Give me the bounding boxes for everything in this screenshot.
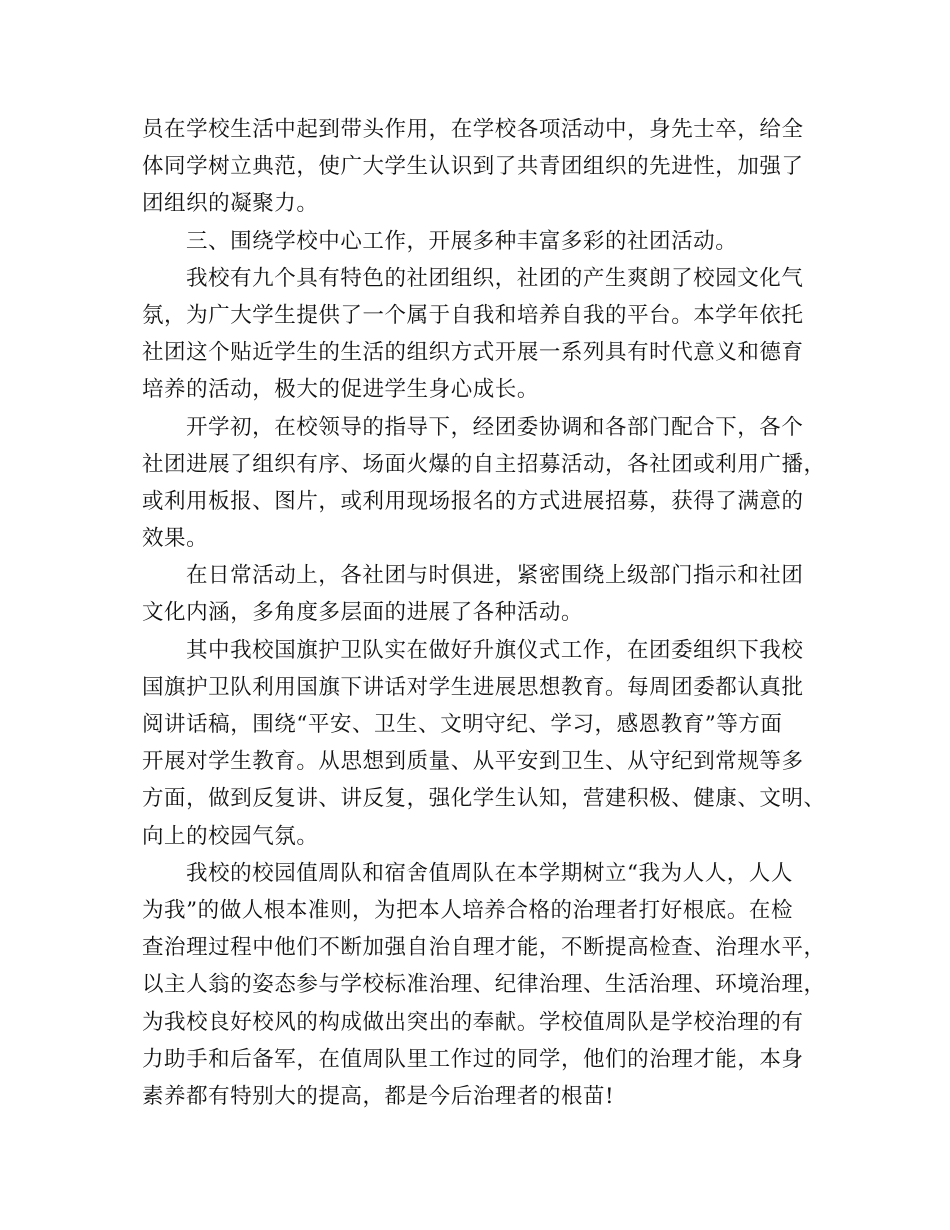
text-line: 为我校良好校风的构成做出突出的奉献。学校值周队是学校治理的有: [142, 1009, 804, 1035]
text-line: 在日常活动上，各社团与时俱进，紧密围绕上级部门指示和社团: [186, 563, 804, 589]
text-line: 氛，为广大学生提供了一个属于自我和培养自我的平台。本学年依托: [142, 302, 804, 328]
text-line: 阅讲话稿，围绕“平安、卫生、文明守纪、学习，感恩教育”等方面: [142, 712, 783, 737]
text-line: 效果。: [142, 526, 209, 552]
text-line: 社团进展了组织有序、场面火爆的自主招募活动，各社团或利用广播，: [142, 451, 826, 477]
text-line: 查治理过程中他们不断加强自治自理才能，不断提高检查、治理水平，: [142, 935, 826, 961]
text-line: 员在学校生活中起到带头作用，在学校各项活动中，身先士卒，给全: [142, 117, 804, 142]
text-line: 培养的活动，极大的促进学生身心成长。: [142, 377, 539, 403]
text-line: 以主人翁的姿态参与学校标准治理、纪律治理、生活治理、环境治理，: [142, 972, 826, 998]
text-line: 开学初，在校领导的指导下，经团委协调和各部门配合下，各个: [186, 414, 804, 440]
text-line: 团组织的凝聚力。: [142, 191, 319, 217]
section-heading: 三、围绕学校中心工作，开展多种丰富多彩的社团活动。: [186, 228, 738, 254]
text-line: 方面，做到反复讲、讲反复，强化学生认知，营建积极、健康、文明、: [142, 786, 826, 812]
text-line: 体同学树立典范，使广大学生认识到了共青团组织的先进性，加强了: [142, 154, 804, 180]
text-line: 向上的校园气氛。: [142, 823, 319, 849]
text-line: 文化内涵，多角度多层面的进展了各种活动。: [142, 600, 584, 626]
text-line: 素养都有特别大的提高，都是今后治理者的根苗!: [142, 1083, 615, 1109]
text-line: 其中我校国旗护卫队实在做好升旗仪式工作，在团委组织下我校: [186, 637, 804, 663]
text-line: 社团这个贴近学生的生活的组织方式开展一系列具有时代意义和德育: [142, 340, 804, 366]
text-line: 力助手和后备军，在值周队里工作过的同学，他们的治理才能，本身: [142, 1046, 804, 1072]
text-line: 国旗护卫队利用国旗下讲话对学生进展思想教育。每周团委都认真批: [142, 674, 804, 700]
text-line: 我校有九个具有特色的社团组织，社团的产生爽朗了校园文化气: [186, 265, 804, 291]
text-line: 我校的校园值周队和宿舍值周队在本学期树立“我为人人，人人: [186, 860, 793, 886]
text-line: 为我”的做人根本准则，为把本人培养合格的治理者打好根底。在检: [142, 897, 793, 923]
text-line: 或利用板报、图片，或利用现场报名的方式进展招募，获得了满意的: [142, 488, 804, 514]
text-line: 开展对学生教育。从思想到质量、从平安到卫生、从守纪到常规等多: [142, 749, 804, 775]
document-body: [142, 111, 826, 1115]
